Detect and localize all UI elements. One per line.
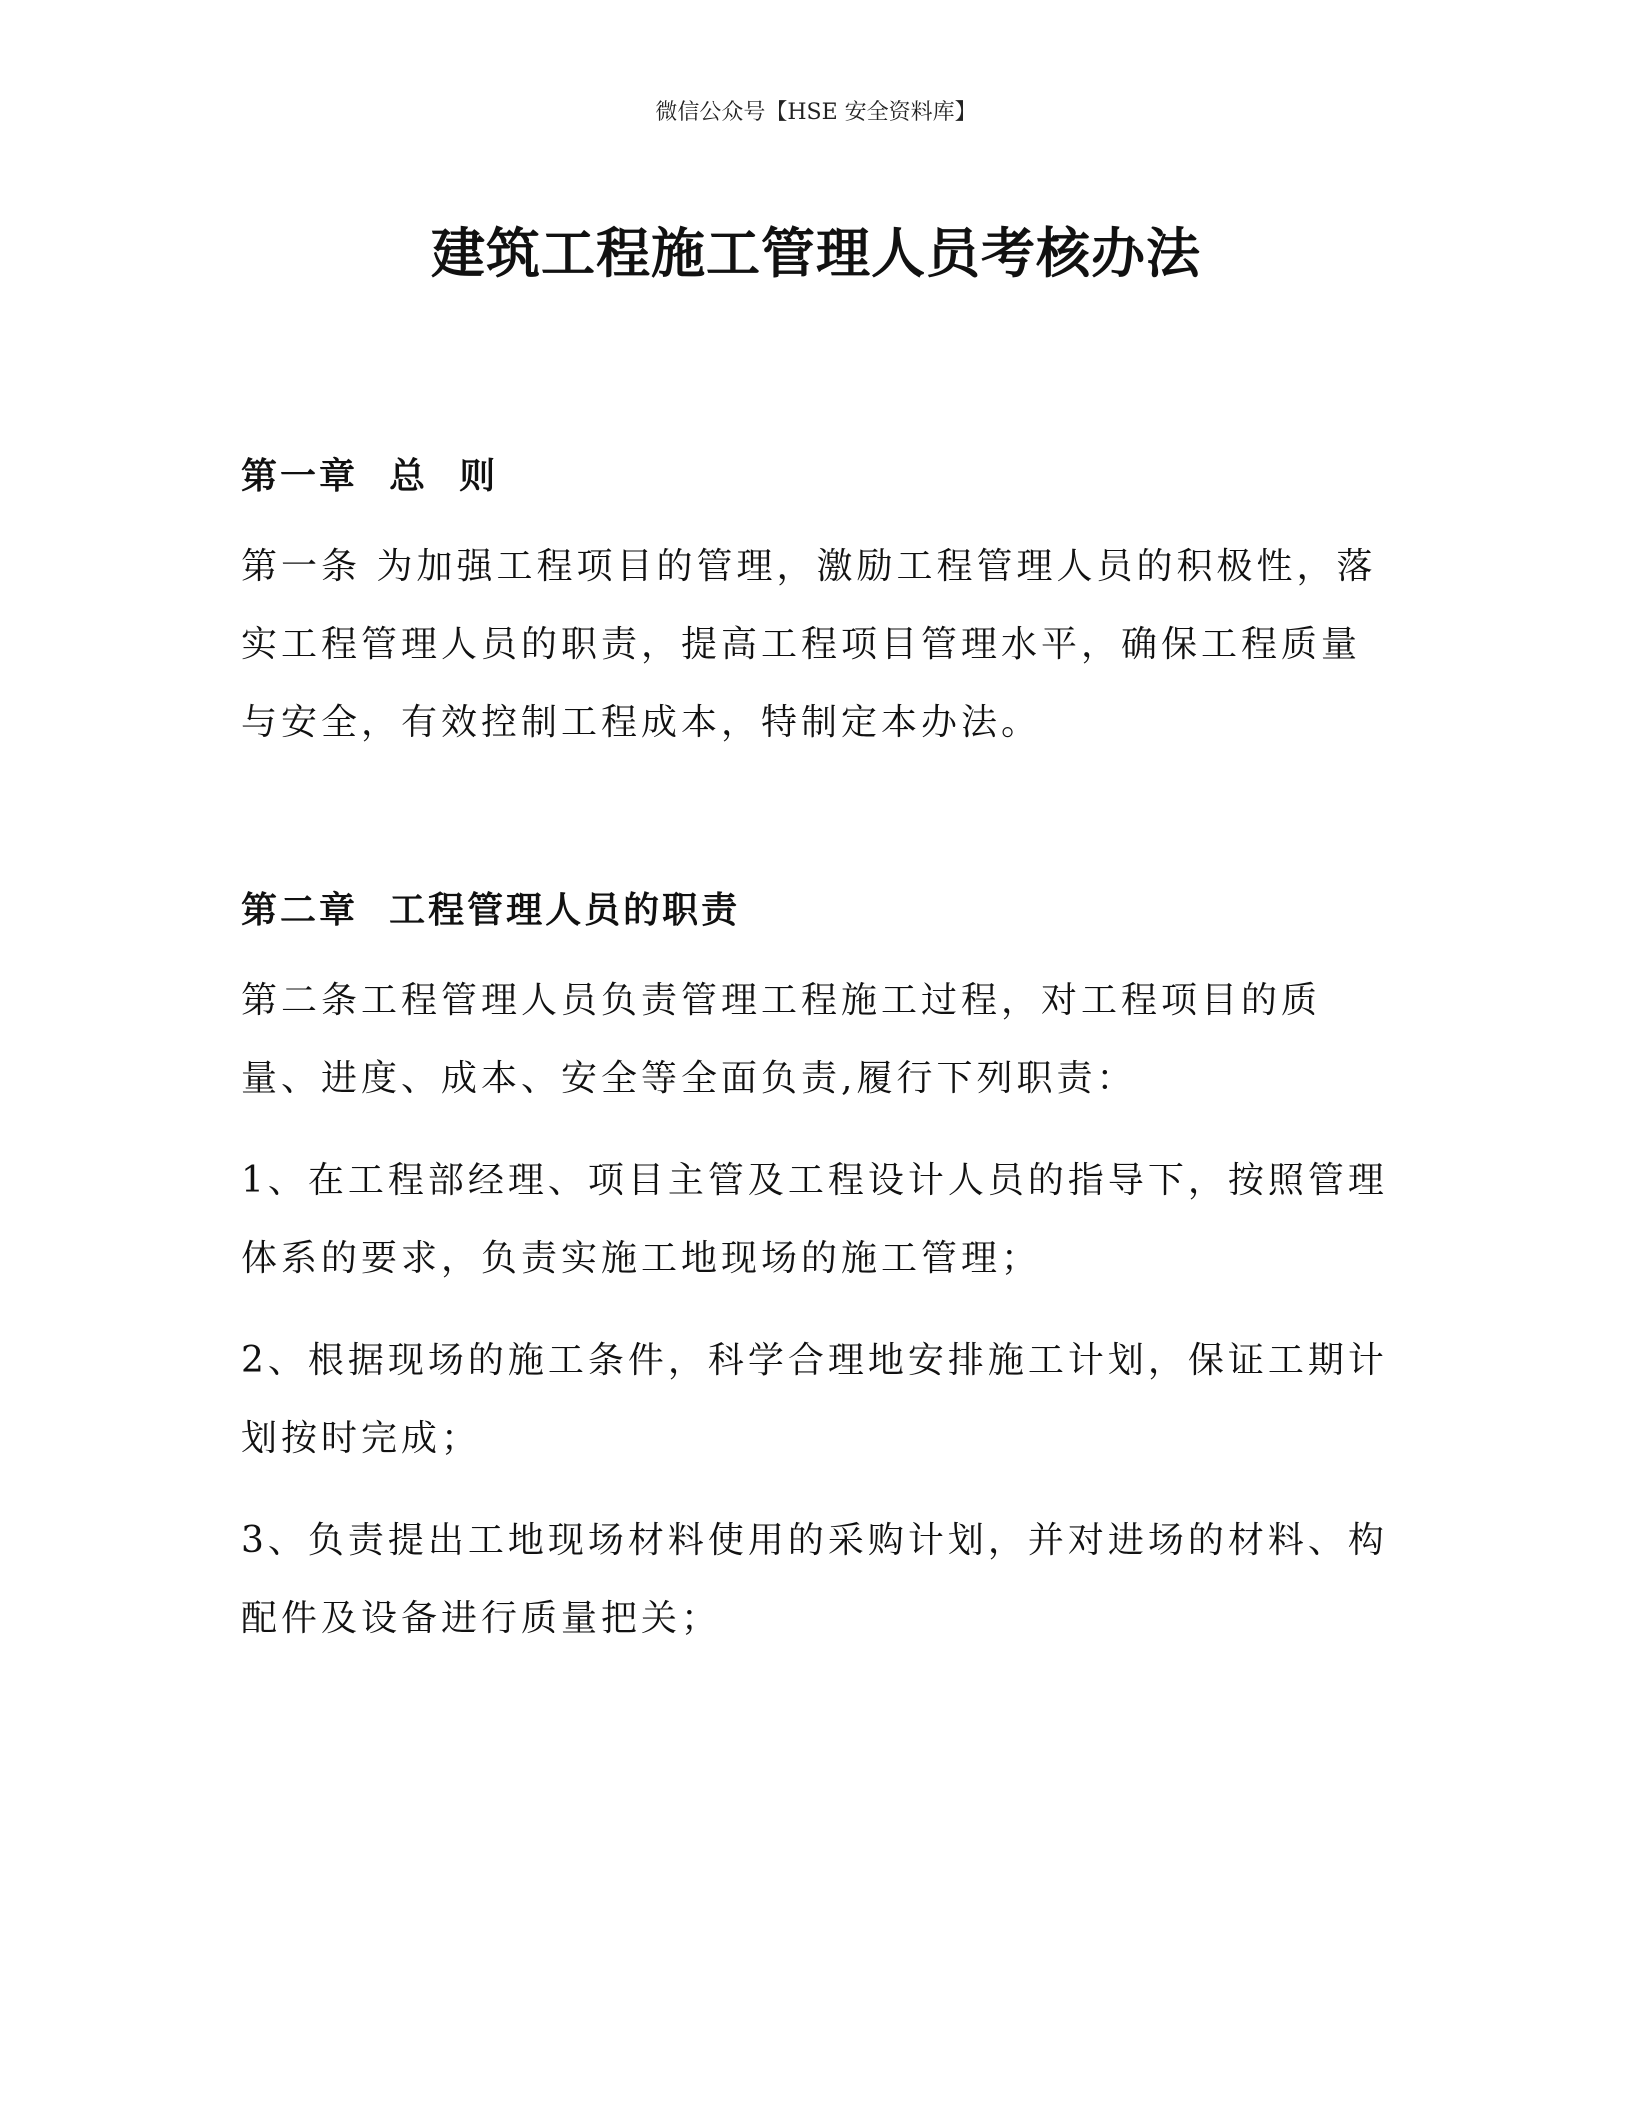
duty-item-line: 划按时完成； xyxy=(241,1418,482,1459)
article-2 xyxy=(241,962,1391,1118)
article-2-line: 第二条工程管理人员负责管理工程施工过程，对工程项目的质 xyxy=(241,980,1322,1021)
duty-item-line: 1、在工程部经理、项目主管及工程设计人员的指导下，按照管理 xyxy=(241,1160,1388,1201)
duty-item-line: 配件及设备进行质量把关； xyxy=(241,1598,722,1639)
article-2-line: 量、进度、成本、安全等全面负责,履行下列职责： xyxy=(241,1058,1137,1099)
duty-item-line: 3、负责提出工地现场材料使用的采购计划，并对进场的材料、构 xyxy=(241,1520,1388,1561)
page-header: 微信公众号【HSE 安全资料库】 xyxy=(655,100,977,125)
duty-item-line: 2、根据现场的施工条件，科学合理地安排施工计划，保证工期计 xyxy=(241,1340,1388,1381)
article-1-line: 第一条 为加强工程项目的管理，激励工程管理人员的积极性，落 xyxy=(241,546,1377,587)
article-1-line: 与安全，有效控制工程成本，特制定本办法。 xyxy=(241,702,1042,743)
document-body xyxy=(241,450,1391,1658)
article-1 xyxy=(241,528,1391,762)
duty-item-line: 体系的要求，负责实施工地现场的施工管理； xyxy=(241,1238,1042,1279)
duty-item-2 xyxy=(241,1322,1391,1478)
chapter-2-heading: 第二章 工程管理人员的职责 xyxy=(241,889,741,931)
chapter-1-heading: 第一章 总 则 xyxy=(241,455,499,497)
duty-item-1 xyxy=(241,1142,1391,1298)
document-title: 建筑工程施工管理人员考核办法 xyxy=(431,221,1201,285)
duty-item-3 xyxy=(241,1502,1391,1658)
article-1-line: 实工程管理人员的职责，提高工程项目管理水平，确保工程质量 xyxy=(241,624,1362,665)
